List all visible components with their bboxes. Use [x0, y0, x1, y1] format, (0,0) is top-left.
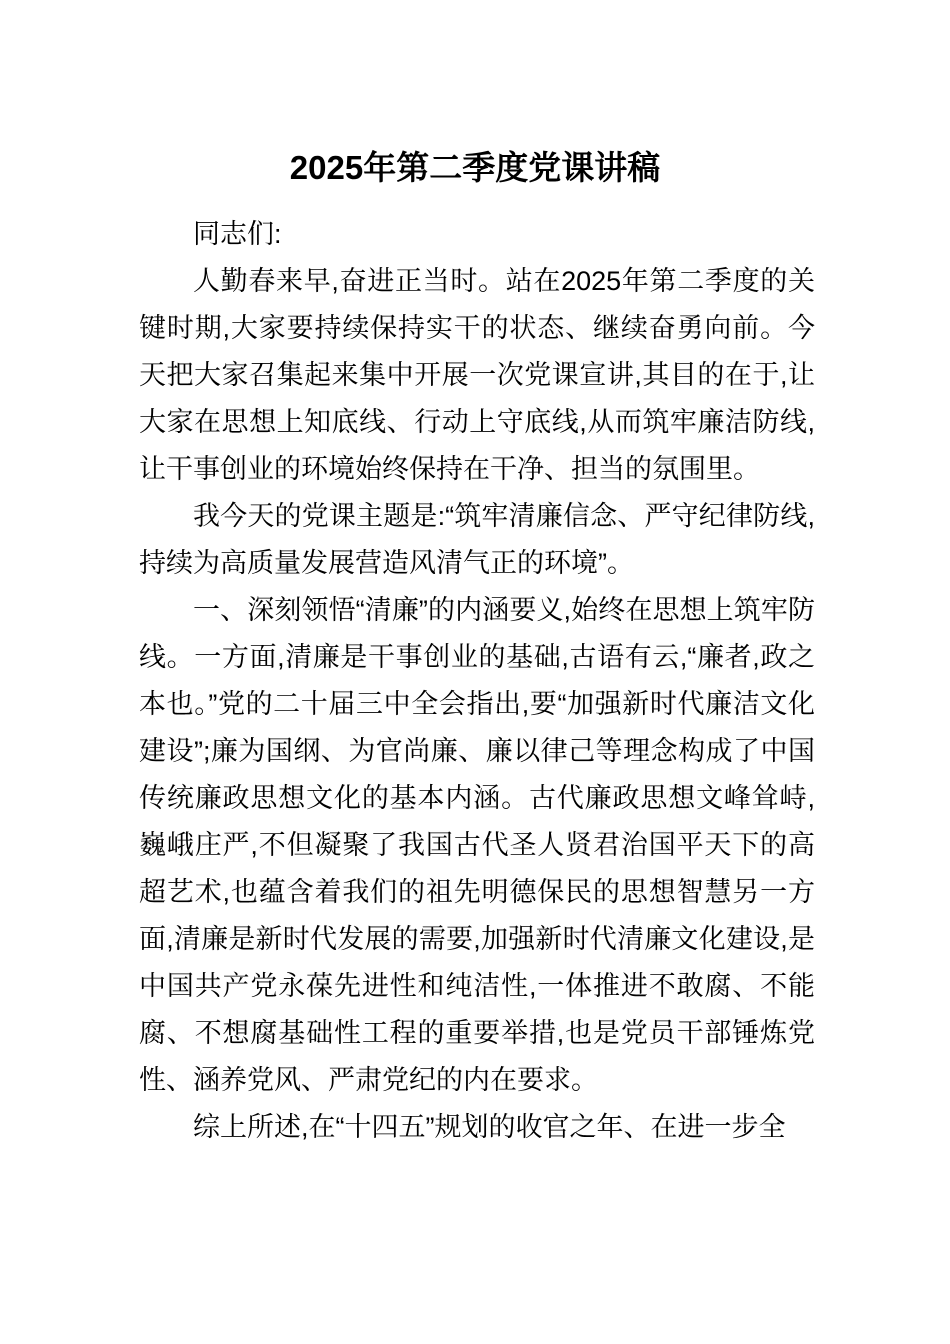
- document-body: [0, 211, 950, 1151]
- paragraph-opening: 人勤春来早,奋进正当时。站在2025年第二季度的关键时期,大家要持续保持实干的状态、继续奋勇向前。今天把大家召集起来集中开展一次党课宣讲,其目的在于,让大家在思想上知底线、行动上守底线,从而筑牢廉洁防线,让干事创业的环境始终保持在干净、担当的氛围里。: [139, 266, 815, 484]
- document-title: 2025年第二季度党课讲稿: [289, 149, 661, 186]
- paragraph-section-one: 一、深刻领悟“清廉”的内涵要义,始终在思想上筑牢防线。一方面,清廉是干事创业的基础,古语有云,“廉者,政之本也。”党的二十届三中全会指出,要“加强新时代廉洁文化建设”;廉为国纲、为官尚廉、廉以律己等理念构成了中国传统廉政思想文化的基本内涵。古代廉政思想文峰耸峙,巍峨庄严,不但凝聚了我国古代圣人贤君治国平天下的高超艺术,也蕴含着我们的祖先明德保民的思想智慧另一方面,清廉是新时代发展的需要,加强新时代清廉文化建设,是中国共产党永葆先进性和纯洁性,一体推进不敢腐、不能腐、不想腐基础性工程的重要举措,也是党员干部锤炼党性、涵养党风、严肃党纪的内在要求。: [139, 595, 815, 1095]
- paragraph-salutation: 同志们:: [193, 219, 282, 249]
- paragraph-theme: 我今天的党课主题是:“筑牢清廉信念、严守纪律防线,持续为高质量发展营造风清气正的环境”。: [139, 501, 815, 578]
- paragraph-summary: 综上所述,在“十四五”规划的收官之年、在进一步全: [193, 1112, 786, 1142]
